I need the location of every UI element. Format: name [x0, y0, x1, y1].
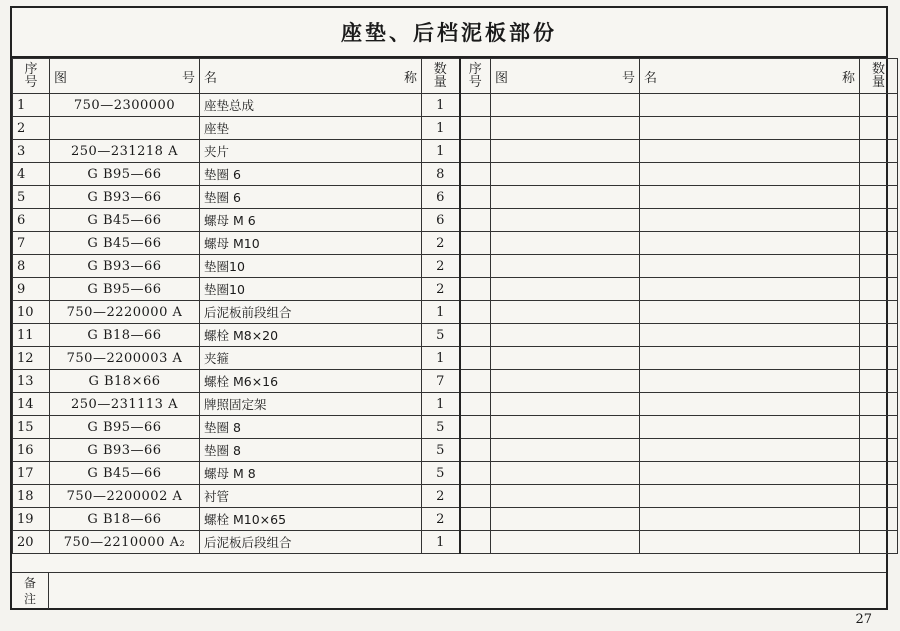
part-name-cell: 牌照固定架 — [200, 393, 422, 416]
part-name-cell: 夹片 — [200, 140, 422, 163]
page-number: 27 — [855, 612, 872, 627]
quantity-cell-right — [860, 508, 898, 531]
quantity-cell: 5 — [422, 324, 460, 347]
part-name-cell-right — [640, 439, 860, 462]
drawing-number-cell-right — [491, 531, 640, 554]
part-name-cell: 座垫 — [200, 117, 422, 140]
drawing-number-cell: G B45—66 — [50, 232, 200, 255]
part-name-cell-right — [640, 508, 860, 531]
drawing-number-cell-right — [491, 186, 640, 209]
table-row — [13, 531, 898, 554]
drawing-number-cell-right — [491, 416, 640, 439]
seq-cell-right — [460, 462, 491, 485]
part-name-cell: 螺母 M 8 — [200, 462, 422, 485]
quantity-cell: 7 — [422, 370, 460, 393]
quantity-cell-right — [860, 324, 898, 347]
part-name-cell: 垫圈 6 — [200, 163, 422, 186]
drawing-number-cell: G B45—66 — [50, 209, 200, 232]
part-name-cell-right — [640, 301, 860, 324]
header-name-right: 名 称 — [640, 59, 860, 94]
quantity-cell-right — [860, 416, 898, 439]
seq-cell: 10 — [13, 301, 50, 324]
part-name-cell: 螺母 M10 — [200, 232, 422, 255]
seq-cell-right — [460, 278, 491, 301]
seq-cell: 17 — [13, 462, 50, 485]
seq-cell-right — [460, 186, 491, 209]
parts-sheet — [10, 6, 888, 610]
table-row — [13, 439, 898, 462]
drawing-number-cell-right — [491, 117, 640, 140]
seq-cell: 12 — [13, 347, 50, 370]
drawing-number-cell-right — [491, 508, 640, 531]
table-row — [13, 94, 898, 117]
seq-cell: 3 — [13, 140, 50, 163]
drawing-number-cell: G B93—66 — [50, 186, 200, 209]
seq-cell: 6 — [13, 209, 50, 232]
quantity-cell-right — [860, 462, 898, 485]
seq-cell-right — [460, 255, 491, 278]
quantity-cell: 1 — [422, 347, 460, 370]
part-name-cell-right — [640, 393, 860, 416]
drawing-number-cell: G B95—66 — [50, 278, 200, 301]
drawing-number-cell-right — [491, 232, 640, 255]
part-name-cell: 垫圈 8 — [200, 439, 422, 462]
part-name-cell: 螺母 M 6 — [200, 209, 422, 232]
part-name-cell: 垫圈 8 — [200, 416, 422, 439]
header-seq: 序 号 — [13, 59, 50, 94]
drawing-number-cell-right — [491, 209, 640, 232]
quantity-cell-right — [860, 278, 898, 301]
header-seq-right: 序 号 — [460, 59, 491, 94]
seq-cell-right — [460, 416, 491, 439]
seq-cell: 4 — [13, 163, 50, 186]
drawing-number-cell: G B18—66 — [50, 508, 200, 531]
header-qty: 数 量 — [422, 59, 460, 94]
table-row — [13, 370, 898, 393]
header-name: 名 称 — [200, 59, 422, 94]
table-row — [13, 255, 898, 278]
quantity-cell: 8 — [422, 163, 460, 186]
quantity-cell-right — [860, 301, 898, 324]
parts-table — [12, 58, 898, 554]
drawing-number-cell: G B18×66 — [50, 370, 200, 393]
drawing-number-cell-right — [491, 278, 640, 301]
part-name-cell-right — [640, 531, 860, 554]
seq-cell: 7 — [13, 232, 50, 255]
drawing-number-cell-right — [491, 140, 640, 163]
remarks-label: 备 注 — [12, 573, 49, 609]
part-name-cell: 衬管 — [200, 485, 422, 508]
quantity-cell-right — [860, 94, 898, 117]
part-name-cell-right — [640, 370, 860, 393]
table-row — [13, 462, 898, 485]
part-name-cell: 夹箍 — [200, 347, 422, 370]
drawing-number-cell-right — [491, 393, 640, 416]
drawing-number-cell-right — [491, 485, 640, 508]
drawing-number-cell-right — [491, 163, 640, 186]
part-name-cell-right — [640, 324, 860, 347]
table-row — [13, 324, 898, 347]
drawing-number-cell-right — [491, 324, 640, 347]
part-name-cell: 螺栓 M6×16 — [200, 370, 422, 393]
quantity-cell: 1 — [422, 393, 460, 416]
seq-cell: 11 — [13, 324, 50, 347]
seq-cell: 8 — [13, 255, 50, 278]
drawing-number-cell: G B93—66 — [50, 439, 200, 462]
quantity-cell-right — [860, 439, 898, 462]
quantity-cell-right — [860, 393, 898, 416]
quantity-cell-right — [860, 347, 898, 370]
drawing-number-cell: 750—2210000 A₂ — [50, 531, 200, 554]
quantity-cell: 1 — [422, 94, 460, 117]
seq-cell: 5 — [13, 186, 50, 209]
quantity-cell: 1 — [422, 140, 460, 163]
quantity-cell: 1 — [422, 301, 460, 324]
seq-cell: 14 — [13, 393, 50, 416]
quantity-cell: 2 — [422, 278, 460, 301]
part-name-cell: 后泥板前段组合 — [200, 301, 422, 324]
seq-cell: 18 — [13, 485, 50, 508]
part-name-cell-right — [640, 186, 860, 209]
quantity-cell-right — [860, 370, 898, 393]
drawing-number-cell-right — [491, 347, 640, 370]
table-row — [13, 347, 898, 370]
header-code-right: 图 号 — [491, 59, 640, 94]
seq-cell-right — [460, 140, 491, 163]
drawing-number-cell: G B45—66 — [50, 462, 200, 485]
quantity-cell: 5 — [422, 416, 460, 439]
part-name-cell-right — [640, 485, 860, 508]
drawing-number-cell: 250—231113 A — [50, 393, 200, 416]
part-name-cell-right — [640, 347, 860, 370]
quantity-cell: 2 — [422, 485, 460, 508]
drawing-number-cell: G B18—66 — [50, 324, 200, 347]
part-name-cell-right — [640, 416, 860, 439]
quantity-cell-right — [860, 531, 898, 554]
drawing-number-cell: 750—2300000 — [50, 94, 200, 117]
header-qty-right: 数 量 — [860, 59, 898, 94]
remarks-row — [12, 572, 886, 608]
part-name-cell: 后泥板后段组合 — [200, 531, 422, 554]
table-row — [13, 393, 898, 416]
part-name-cell: 垫圈 6 — [200, 186, 422, 209]
table-row — [13, 140, 898, 163]
drawing-number-cell: G B95—66 — [50, 163, 200, 186]
quantity-cell: 1 — [422, 117, 460, 140]
drawing-number-cell: G B95—66 — [50, 416, 200, 439]
part-name-cell: 螺栓 M8×20 — [200, 324, 422, 347]
quantity-cell-right — [860, 117, 898, 140]
drawing-number-cell-right — [491, 462, 640, 485]
seq-cell: 20 — [13, 531, 50, 554]
seq-cell-right — [460, 94, 491, 117]
seq-cell: 1 — [13, 94, 50, 117]
seq-cell-right — [460, 439, 491, 462]
drawing-number-cell-right — [491, 255, 640, 278]
table-header-row — [13, 59, 898, 94]
part-name-cell-right — [640, 163, 860, 186]
drawing-number-cell — [50, 117, 200, 140]
seq-cell: 16 — [13, 439, 50, 462]
part-name-cell-right — [640, 140, 860, 163]
table-row — [13, 163, 898, 186]
quantity-cell: 2 — [422, 508, 460, 531]
quantity-cell: 2 — [422, 232, 460, 255]
seq-cell-right — [460, 324, 491, 347]
table-row — [13, 485, 898, 508]
table-row — [13, 508, 898, 531]
seq-cell-right — [460, 209, 491, 232]
table-row — [13, 232, 898, 255]
part-name-cell: 螺栓 M10×65 — [200, 508, 422, 531]
drawing-number-cell-right — [491, 301, 640, 324]
seq-cell: 13 — [13, 370, 50, 393]
part-name-cell: 垫圈10 — [200, 255, 422, 278]
table-row — [13, 301, 898, 324]
part-name-cell-right — [640, 94, 860, 117]
part-name-cell-right — [640, 117, 860, 140]
table-row — [13, 117, 898, 140]
table-row — [13, 209, 898, 232]
seq-cell: 9 — [13, 278, 50, 301]
seq-cell-right — [460, 393, 491, 416]
drawing-number-cell: 750—2220000 A — [50, 301, 200, 324]
seq-cell: 19 — [13, 508, 50, 531]
part-name-cell-right — [640, 255, 860, 278]
quantity-cell: 1 — [422, 531, 460, 554]
part-name-cell: 垫圈10 — [200, 278, 422, 301]
quantity-cell: 6 — [422, 186, 460, 209]
seq-cell-right — [460, 347, 491, 370]
part-name-cell-right — [640, 462, 860, 485]
seq-cell: 2 — [13, 117, 50, 140]
part-name-cell-right — [640, 232, 860, 255]
drawing-number-cell-right — [491, 94, 640, 117]
seq-cell-right — [460, 370, 491, 393]
quantity-cell: 5 — [422, 439, 460, 462]
table-row — [13, 278, 898, 301]
seq-cell-right — [460, 117, 491, 140]
seq-cell-right — [460, 232, 491, 255]
table-row — [13, 186, 898, 209]
part-name-cell-right — [640, 209, 860, 232]
quantity-cell: 2 — [422, 255, 460, 278]
header-code: 图 号 — [50, 59, 200, 94]
quantity-cell-right — [860, 209, 898, 232]
part-name-cell: 座垫总成 — [200, 94, 422, 117]
drawing-number-cell-right — [491, 439, 640, 462]
quantity-cell-right — [860, 232, 898, 255]
seq-cell: 15 — [13, 416, 50, 439]
part-name-cell-right — [640, 278, 860, 301]
drawing-number-cell-right — [491, 370, 640, 393]
drawing-number-cell: 250—231218 A — [50, 140, 200, 163]
seq-cell-right — [460, 485, 491, 508]
drawing-number-cell: 750—2200002 A — [50, 485, 200, 508]
seq-cell-right — [460, 531, 491, 554]
quantity-cell-right — [860, 255, 898, 278]
quantity-cell-right — [860, 186, 898, 209]
quantity-cell-right — [860, 163, 898, 186]
seq-cell-right — [460, 508, 491, 531]
drawing-number-cell: 750—2200003 A — [50, 347, 200, 370]
table-row — [13, 416, 898, 439]
seq-cell-right — [460, 163, 491, 186]
quantity-cell-right — [860, 140, 898, 163]
quantity-cell-right — [860, 485, 898, 508]
quantity-cell: 6 — [422, 209, 460, 232]
quantity-cell: 5 — [422, 462, 460, 485]
seq-cell-right — [460, 301, 491, 324]
page-title: 座垫、后档泥板部份 — [12, 8, 886, 58]
drawing-number-cell: G B93—66 — [50, 255, 200, 278]
